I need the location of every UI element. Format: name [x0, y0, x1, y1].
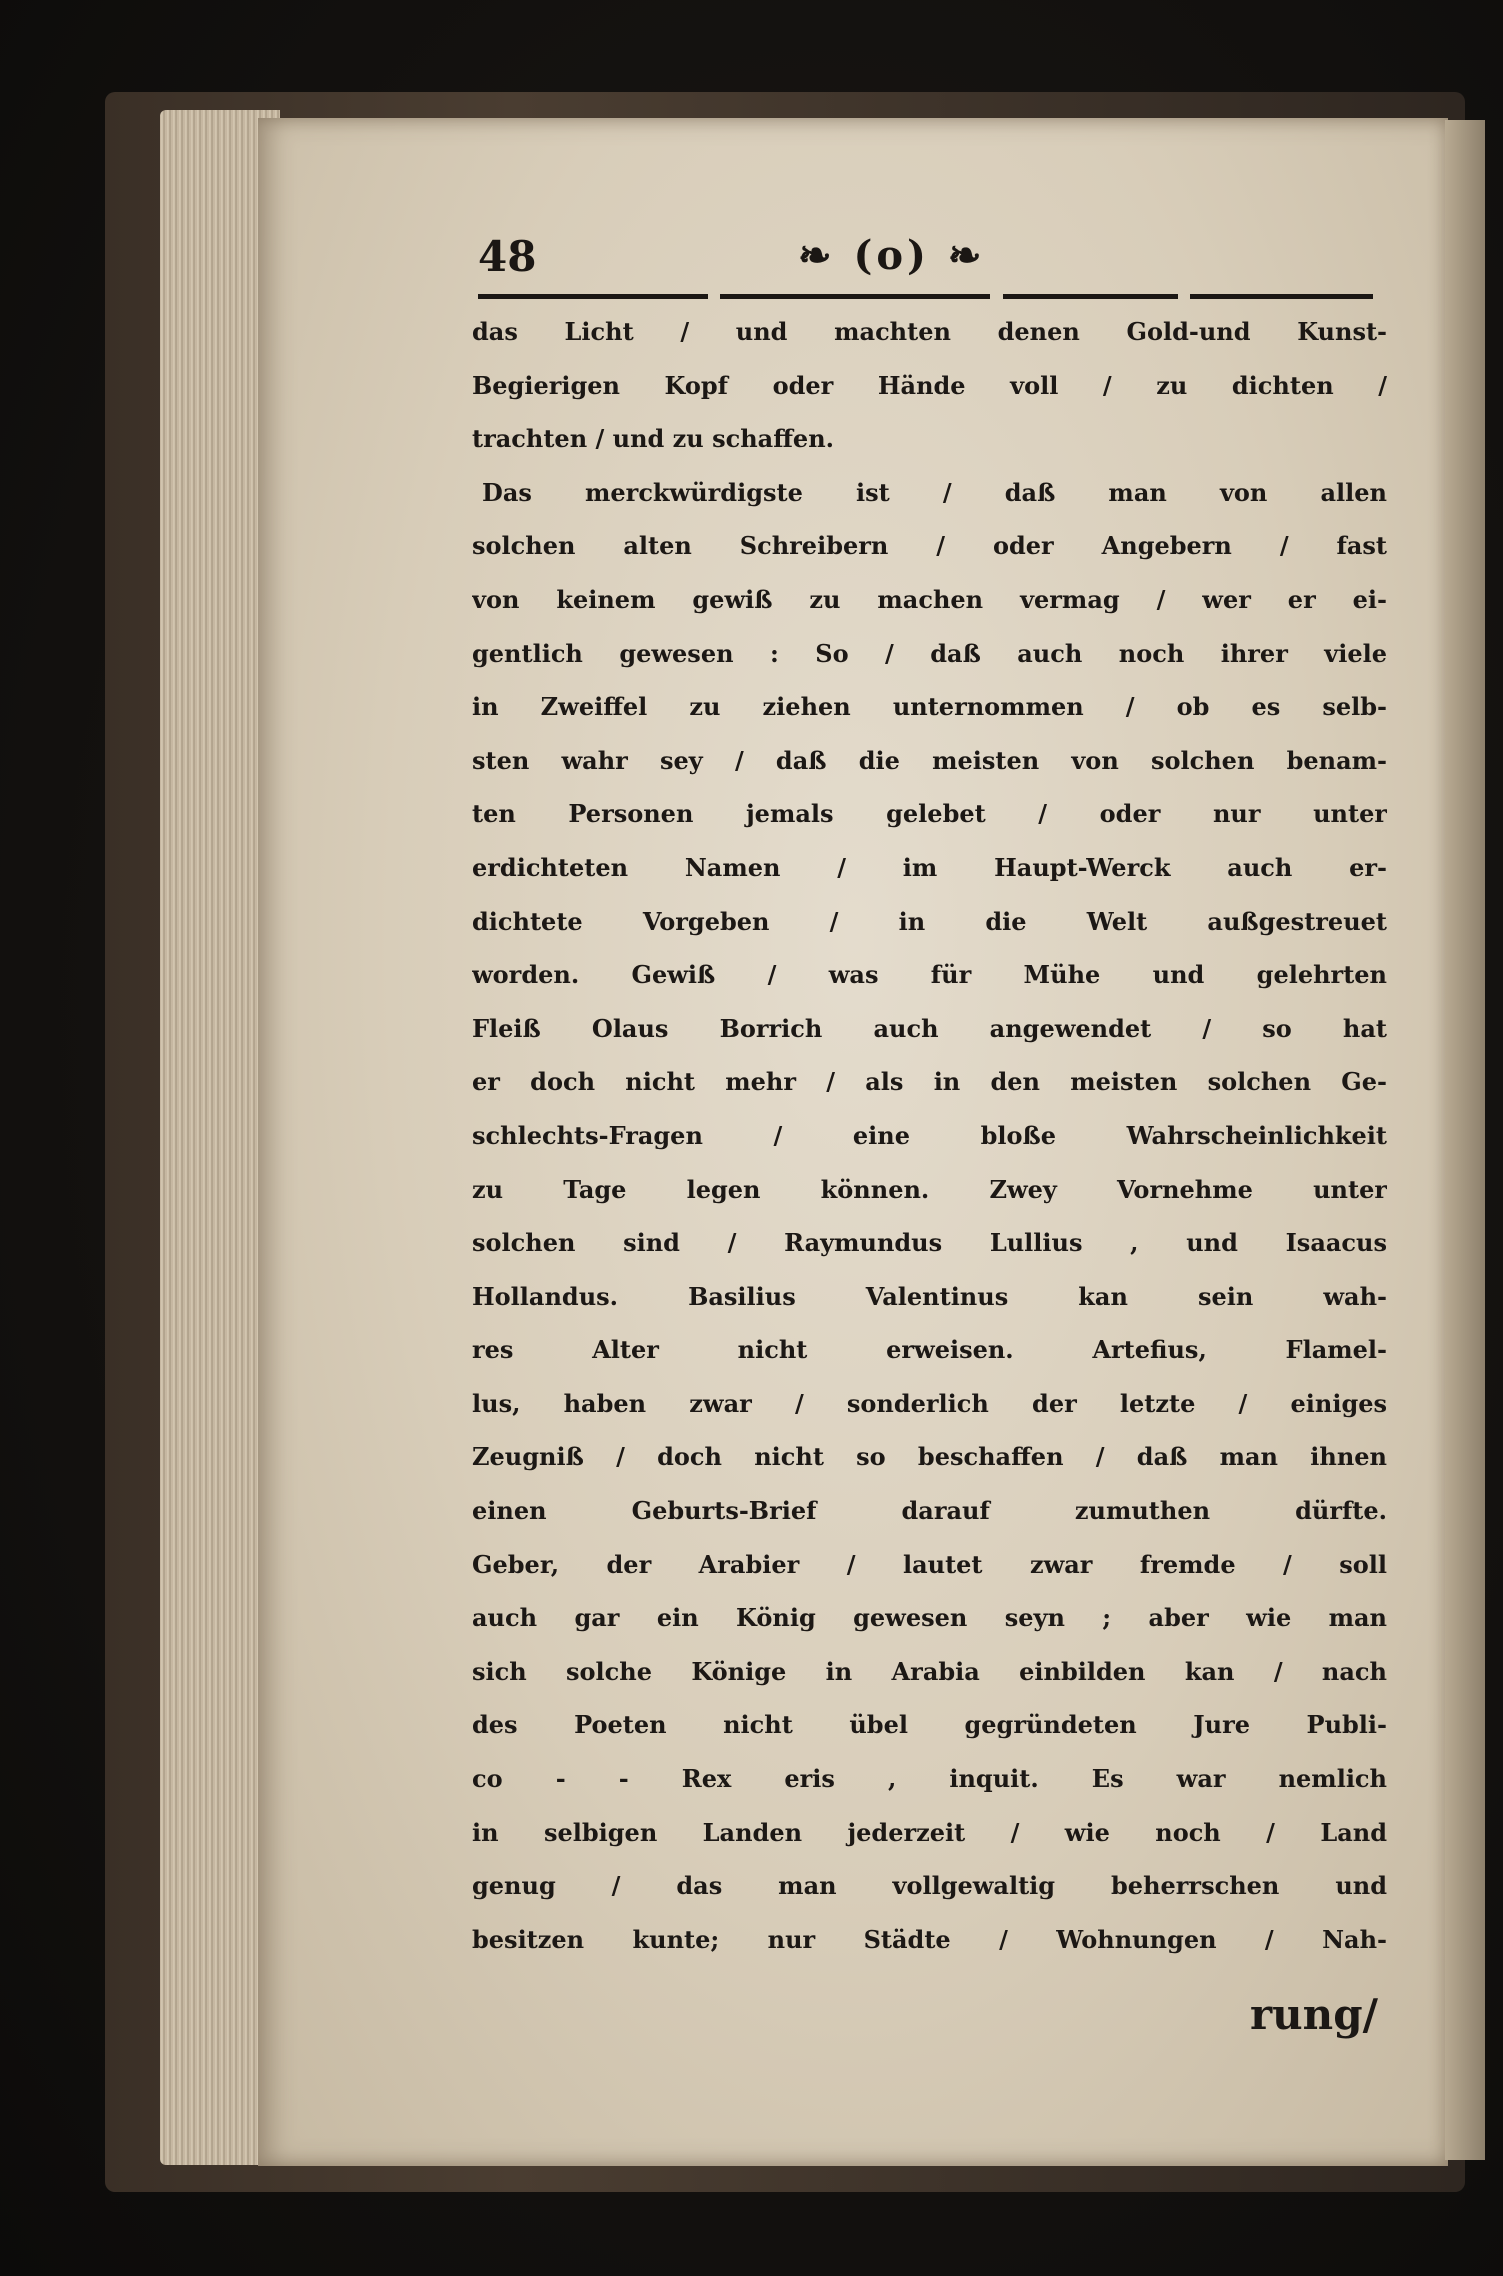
text-line: auch gar ein König gewesen seyn ; aber wie man [472, 1603, 1387, 1633]
text-line: Geber, der Arabier / lautet zwar fremde / soll [472, 1549, 1387, 1579]
text-line: solchen sind / Raymundus Lullius , und Isaacus [472, 1228, 1387, 1258]
header-rule [720, 294, 990, 299]
text-line: Das merckwürdigste ist / daß man von allen [482, 477, 1387, 507]
text-line: genug / das man vollgewaltig beherrschen und [472, 1871, 1387, 1901]
catchword: rung/ [1250, 1990, 1378, 2039]
text-line: sten wahr sey / daß die meisten von solchen benam- [472, 745, 1387, 775]
text-line: Hollandus. Basilius Valentinus kan sein wah- [472, 1281, 1387, 1311]
text-line: von keinem gewiß zu machen vermag / wer er ei- [472, 584, 1387, 614]
header-rule [478, 294, 708, 299]
header-rule [1003, 294, 1178, 299]
facing-page-edge [1445, 120, 1485, 2160]
text-line: das Licht / und machten denen Gold-und Kunst- [472, 317, 1387, 346]
text-line: co - - Rex eris , inquit. Es war nemlich [472, 1764, 1387, 1794]
text-line: lus, haben zwar / sonderlich der letzte / einiges [472, 1388, 1387, 1418]
body-text [472, 305, 1387, 1966]
text-line: einen Geburts-Brief darauf zumuthen dürfte. [472, 1496, 1387, 1526]
text-line: des Poeten nicht übel gegründeten Jure Publi- [472, 1710, 1387, 1740]
header-rule [1190, 294, 1373, 299]
text-line: in selbigen Landen jederzeit / wie noch / Land [472, 1817, 1387, 1847]
text-line: erdichteten Namen / im Haupt-Werck auch er- [472, 852, 1387, 882]
text-line: sich solche Könige in Arabia einbilden kan / nach [472, 1656, 1387, 1686]
page-number: 48 [478, 232, 537, 281]
text-line: schlechts-Fragen / eine bloße Wahrscheinlichkeit [472, 1120, 1387, 1150]
text-line: trachten / und zu schaffen. [472, 424, 834, 454]
text-line: Zeugniß / doch nicht so beschaffen / daß man ihnen [472, 1442, 1387, 1472]
text-line: Begierigen Kopf oder Hände voll / zu dichten / [472, 370, 1387, 400]
text-line: zu Tage legen können. Zwey Vornehme unter [472, 1174, 1387, 1204]
text-line: in Zweiffel zu ziehen unternommen / ob es selb- [472, 692, 1387, 722]
text-line: res Alter nicht erweisen. Artefius, Flamel- [472, 1335, 1387, 1365]
text-line: solchen alten Schreibern / oder Angebern / fast [472, 531, 1387, 561]
text-line: dichtete Vorgeben / in die Welt außgestreuet [472, 906, 1387, 936]
text-line: besitzen kunte; nur Städte / Wohnungen / Nah- [472, 1924, 1387, 1954]
running-header [478, 232, 1373, 292]
header-ornament: ❧ (o) ❧ [798, 232, 986, 279]
text-line: ten Personen jemals gelebet / oder nur unter [472, 799, 1387, 829]
text-line: Fleiß Olaus Borrich auch angewendet / so hat [472, 1013, 1387, 1043]
text-line: er doch nicht mehr / als in den meisten solchen Ge- [472, 1067, 1387, 1097]
text-line: gentlich gewesen : So / daß auch noch ihrer viele [472, 638, 1387, 668]
text-line: worden. Gewiß / was für Mühe und gelehrten [472, 960, 1387, 990]
